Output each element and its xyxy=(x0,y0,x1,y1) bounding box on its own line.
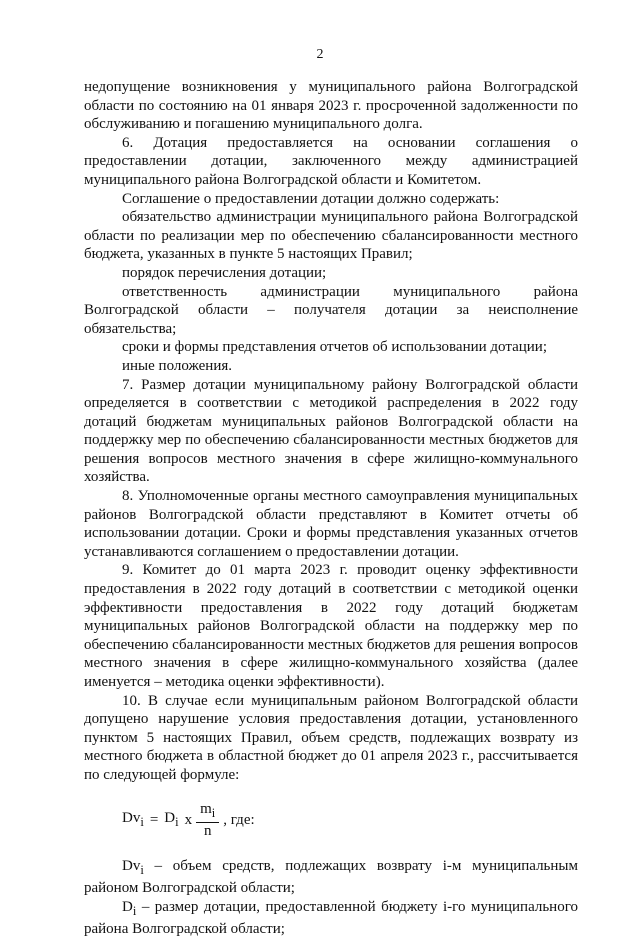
document-body xyxy=(84,78,578,939)
formula-d: $D_i$ xyxy=(164,810,179,830)
agreement-item-other: иные положения. xyxy=(122,357,233,374)
agreement-item-reports: сроки и формы представления отчетов об использовании дотации; xyxy=(122,339,547,356)
agreement-contents-heading: Соглашение о предоставлении дотации должно содержать: xyxy=(122,190,500,207)
paragraph-8: 8. Уполномоченные органы местного самоуправления муниципальных районов Волгоградской области представляют в Комитет отчеты об использовании дотации. Сроки и формы представления указанных отчетов устанавливаются соглашением о предоставлении дотации. xyxy=(84,488,578,560)
paragraph-7: 7. Размер дотации муниципальному району Волгоградской области определяется в соответствии с методикой распределения в 2022 году дотаций бюджетам муниципальных районов Волгоградской области на поддержку мер по обеспечению сбалансированности местных бюджетов для решения вопросов местного значения в сфере жилищно-коммунального хозяйства. xyxy=(84,376,578,486)
formula-denominator: n xyxy=(203,823,212,840)
paragraph-continuation: недопущение возникновения у муниципального района Волгоградской области по состоянию на 01 января 2023 г. просроченной задолженности по обслуживанию и погашению муниципального долга. xyxy=(84,79,578,133)
definition-d: $D_i$ – размер дотации, предоставленной бюджету i-го муниципального района Волгоградской области; xyxy=(84,898,578,938)
paragraph-9: 9. Комитет до 01 марта 2023 г. проводит оценку эффективности предоставления в 2022 году дотаций в соответствии с методикой оценки эффективности предоставления в 2022 году дотаций бюджетам муниципальных районов Волгоградской области на поддержку мер по обеспечению сбалансированности местных бюджетов для решения вопросов местного значения в сфере жилищно-коммунального хозяйства (далее именуется – методика оценки эффективности). xyxy=(84,562,578,690)
formula-fraction xyxy=(196,801,219,840)
agreement-item-transfer-order: порядок перечисления дотации; xyxy=(122,264,327,281)
definition-dv: $Dv_i$ – объем средств, подлежащих возврату i-м муниципальным районом Волгоградской области; xyxy=(84,857,578,897)
return-formula xyxy=(122,801,578,841)
formula-times: x xyxy=(184,812,193,829)
formula-suffix: , где: xyxy=(223,812,255,829)
paragraph-10: 10. В случае если муниципальным районом Волгоградской области допущено нарушение условия предоставления дотации, установленного пунктом 5 настоящих Правил, объем средств, подлежащих возврату из местного бюджета в областной бюджет до 01 апреля 2023 г., рассчитывается по следующей формуле: xyxy=(84,692,578,783)
paragraph-6: 6. Дотация предоставляется на основании соглашения о предоставлении дотации, заключенного между администрацией муниципального района Волгоградской области и Комитетом. xyxy=(84,134,578,188)
formula-numerator: $m_i$ xyxy=(196,801,219,823)
formula-equals: = xyxy=(149,812,159,829)
agreement-item-obligation: обязательство администрации муниципального района Волгоградской области по реализации мер по обеспечению сбалансированности местного бюджета, указанных в пункте 5 настоящих Правил; xyxy=(84,209,578,263)
formula-lhs: $Dv_i$ xyxy=(122,810,144,830)
page-number: 2 xyxy=(316,47,324,62)
agreement-item-responsibility: ответственность администрации муниципального района Волгоградской области – получателя дотации за неисполнение обязательства; xyxy=(84,283,578,337)
